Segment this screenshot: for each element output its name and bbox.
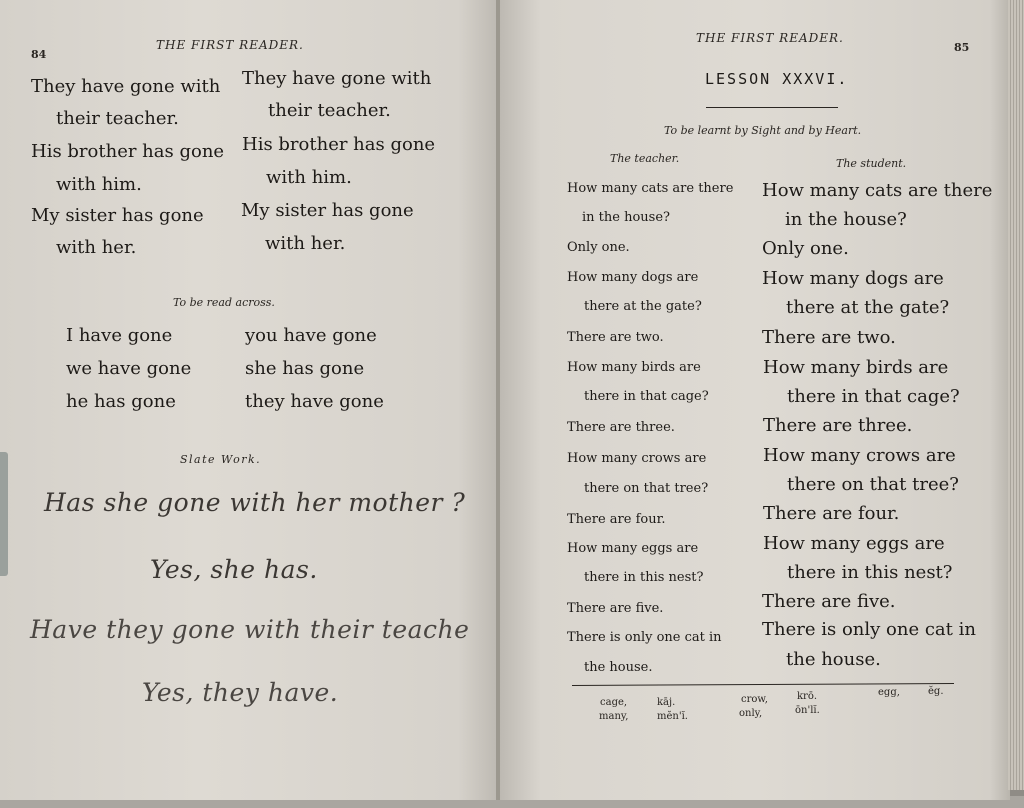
teacher-line: there in this nest? [584, 570, 704, 585]
section-caption: To be read across. [173, 296, 275, 309]
handwritten-line: Yes, she has. [150, 555, 318, 584]
teacher-line: How many eggs are [567, 541, 699, 556]
verse-line: They have gone with [31, 76, 221, 97]
verse-line: His brother has gone [242, 134, 436, 155]
teacher-line: There is only one cat in [567, 630, 722, 645]
student-line: How many cats are there [762, 180, 993, 201]
handwritten-line: Has she gone with her mother ? [44, 488, 466, 517]
teacher-line: There are four. [567, 512, 666, 527]
teacher-line: the house. [584, 660, 653, 675]
student-line: There are five. [762, 591, 896, 612]
teacher-line: How many crows are [567, 451, 707, 466]
student-line: there in this nest? [787, 562, 953, 583]
student-line: There are two. [762, 327, 896, 348]
verse-line: My sister has gone [31, 205, 204, 226]
teacher-line: How many cats are there [567, 181, 734, 196]
page-number: 85 [954, 41, 970, 54]
student-line: in the house? [785, 209, 907, 230]
teacher-line: there on that tree? [584, 481, 709, 496]
student-line: There is only one cat in [762, 619, 976, 640]
verse-line: their teacher. [56, 108, 179, 129]
phrase: she has gone [245, 358, 365, 379]
student-line: There are four. [763, 503, 900, 524]
handwritten-line: Yes, they have. [142, 678, 339, 707]
pron-word: many, [599, 711, 629, 722]
student-line: there on that tree? [787, 474, 959, 495]
student-line: there in that cage? [787, 386, 960, 407]
student-line: How many dogs are [762, 268, 944, 289]
student-line: There are three. [763, 415, 913, 436]
teacher-line: How many dogs are [567, 270, 699, 285]
running-head: THE FIRST READER. [696, 31, 844, 45]
student-line: Only one. [762, 238, 849, 259]
pron-word: egg, [878, 687, 900, 698]
teacher-line: there at the gate? [584, 299, 702, 314]
phrase: they have gone [245, 391, 384, 412]
verse-line: with him. [56, 174, 142, 195]
pron-word: only, [739, 708, 763, 719]
right-page [500, 0, 1010, 800]
column-header: The student. [836, 157, 907, 170]
verse-line: They have gone with [242, 68, 432, 89]
pron-sound: krō. [797, 691, 818, 702]
verse-line: their teacher. [268, 100, 391, 121]
pron-sound: ĕg. [928, 686, 944, 697]
teacher-line: there in that cage? [584, 389, 709, 404]
student-line: there at the gate? [786, 297, 950, 318]
title-rule [706, 107, 838, 108]
bookmark-tab [0, 452, 8, 576]
pron-word: crow, [741, 694, 768, 705]
page-number: 84 [31, 48, 47, 61]
verse-line: My sister has gone [241, 200, 414, 221]
handwritten-line: Have they gone with their teache [30, 615, 470, 644]
phrase: we have gone [66, 358, 192, 379]
pron-sound: mĕn'ĭ. [657, 711, 688, 722]
student-line: How many eggs are [763, 533, 945, 554]
teacher-line: There are five. [567, 601, 664, 616]
teacher-line: in the house? [582, 210, 670, 225]
student-line: How many crows are [763, 445, 956, 466]
pron-word: cage, [600, 697, 628, 708]
student-line: the house. [786, 649, 881, 670]
page-edges [1008, 0, 1024, 790]
verse-line: with her. [265, 233, 346, 254]
pron-sound: ōn'lĭ. [795, 705, 820, 716]
running-head: THE FIRST READER. [156, 38, 304, 52]
left-page [0, 0, 498, 800]
teacher-line: There are three. [567, 420, 675, 435]
teacher-line: How many birds are [567, 360, 701, 375]
verse-line: His brother has gone [31, 141, 225, 162]
phrase: you have gone [245, 325, 377, 346]
teacher-line: There are two. [567, 330, 664, 345]
teacher-line: Only one. [567, 240, 630, 255]
phrase: I have gone [66, 325, 173, 346]
verse-line: with her. [56, 237, 137, 258]
phrase: he has gone [66, 391, 176, 412]
pron-sound: kāj. [657, 697, 676, 708]
instruction: To be learnt by Sight and by Heart. [664, 124, 862, 137]
lesson-title: LESSON XXXVI. [705, 70, 849, 88]
student-line: How many birds are [763, 357, 949, 378]
column-header: The teacher. [610, 152, 680, 165]
verse-line: with him. [266, 167, 352, 188]
section-caption: Slate Work. [180, 453, 262, 466]
